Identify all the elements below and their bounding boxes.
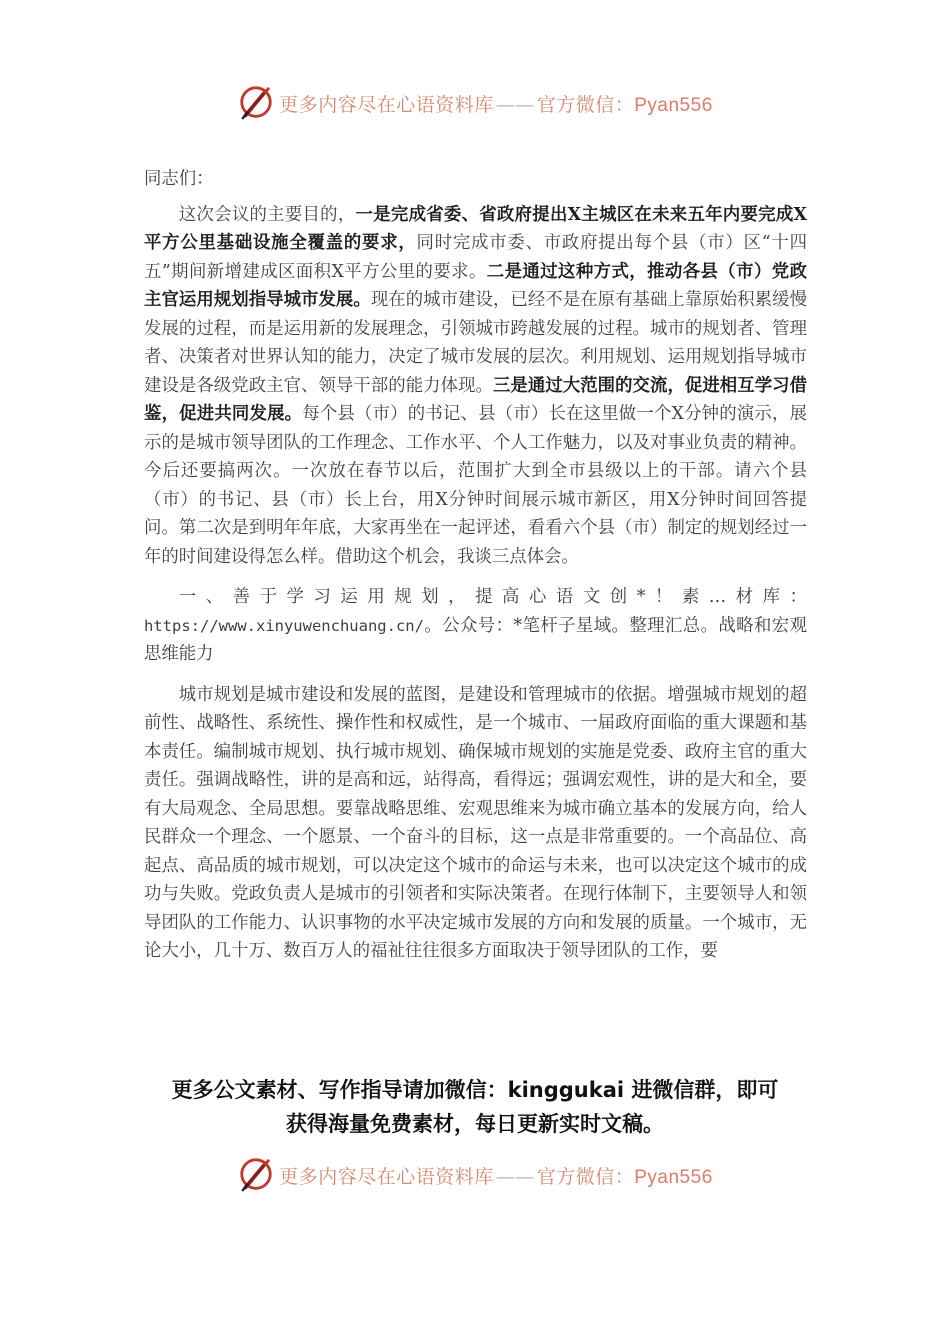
promo-block: [0, 1073, 950, 1141]
document-body: [144, 165, 807, 966]
banner-wechat-id: Pyan556: [634, 94, 713, 116]
promo-line-1: 更多公文素材、写作指导请加微信：kinggukai 进微信群，即可: [171, 1078, 779, 1102]
heading-url-link[interactable]: https://www.xinyuwenchuang.cn/: [144, 616, 424, 635]
banner-wechat-label: 官方微信：: [536, 1165, 635, 1188]
section-heading-1: [144, 583, 807, 669]
banner-dash: ——: [495, 1165, 535, 1188]
emphasis-segment: 二是通过这种方式，推动各县（市）党政主官运用规划指导城市发展。: [144, 261, 807, 310]
promo-line-2: 获得海量免费素材，每日更新实时文稿。: [286, 1112, 664, 1136]
banner-site-text: 更多内容尽在心语资料库: [279, 1165, 494, 1188]
heading-part-2: 。公众号：*笔杆子星域。整理汇总。战略和宏观思维能力: [144, 615, 807, 664]
banner-text: [279, 1162, 713, 1189]
section-paragraph-1: 城市规划是城市建设和发展的蓝图，是建设和管理城市的依据。增强城市规划的超前性、战略性、系统性、操作性和权威性，是一个城市、一届政府面临的重大课题和基本责任。编制城市规划、执行城市规划、确保城市规划的实施是党委、政府主官的重大责任。强调战略性，讲的是高和远，站得高，看得远；强调宏观性，讲的是大和全，要有大局观念、全局思想。要靠战略思维、宏观思维来为城市确立基本的发展方向，给人民群众一个理念、一个愿景、一个奋斗的目标，这一点是非常重要的。一个高品位、高起点、高品质的城市规划，可以决定这个城市的命运与未来，也可以决定这个城市的成功与失败。党政负责人是城市的引领者和实际决策者。在现行体制下，主要领导人和领导团队的工作能力、认识事物的水平决定城市发展的方向和发展的质量。一个城市，无论大小，几十万、数百万人的福祉往往很多方面取决于领导团队的工作，要: [144, 684, 807, 961]
header-banner: [0, 80, 950, 126]
banner-wechat-id: Pyan556: [634, 1166, 713, 1188]
intro-paragraph: [144, 201, 807, 572]
heading-part-1: 一、善于学习运用规划，提高心语文创*！素…材库：: [178, 587, 807, 607]
banner-site-text: 更多内容尽在心语资料库: [279, 93, 494, 116]
pen-logo-icon: [237, 1156, 275, 1194]
emphasis-segment: 一是完成省委、省政府提出X主城区在未来五年内要完成X平方公里基础设施全覆盖的要求，: [144, 204, 807, 253]
footer-banner: [0, 1152, 950, 1198]
text-segment: 同时完成市委、市政府提出每个县（市）区“十四五”期间新增建成区面积X平方公里的要求。: [144, 233, 807, 282]
greeting: 同志们：: [144, 169, 214, 189]
banner-wechat-label: 官方微信：: [536, 93, 635, 116]
emphasis-segment: 三是通过大范围的交流，促进相互学习借鉴，促进共同发展。: [144, 375, 807, 424]
banner-dash: ——: [495, 93, 535, 116]
text-segment: 每个县（市）的书记、县（市）长在这里做一个X分钟的演示，展示的是城市领导团队的工作理念、工作水平、个人工作魅力，以及对事业负责的精神。今后还要搞两次。一次放在春节以后，范围扩大到全市县级以上的干部。请六个县（市）的书记、县（市）长上台，用X分钟时间展示城市新区，用X分钟时间回答提问。第二次是到明年年底，大家再坐在一起评述，看看六个县（市）制定的规划经过一年的时间建设得怎么样。借助这个机会，我谈三点体会。: [144, 404, 807, 567]
banner-text: [279, 90, 713, 117]
pen-logo-icon: [237, 84, 275, 122]
text-segment: 这次会议的主要目的，: [178, 204, 356, 225]
text-segment: 现在的城市建设，已经不是在原有基础上靠原始积累缓慢发展的过程，而是运用新的发展理念，引领城市跨越发展的过程。城市的规划者、管理者、决策者对世界认知的能力，决定了城市发展的层次。利用规划、运用规划指导城市建设是各级党政主官、领导干部的能力体现。: [144, 290, 807, 396]
